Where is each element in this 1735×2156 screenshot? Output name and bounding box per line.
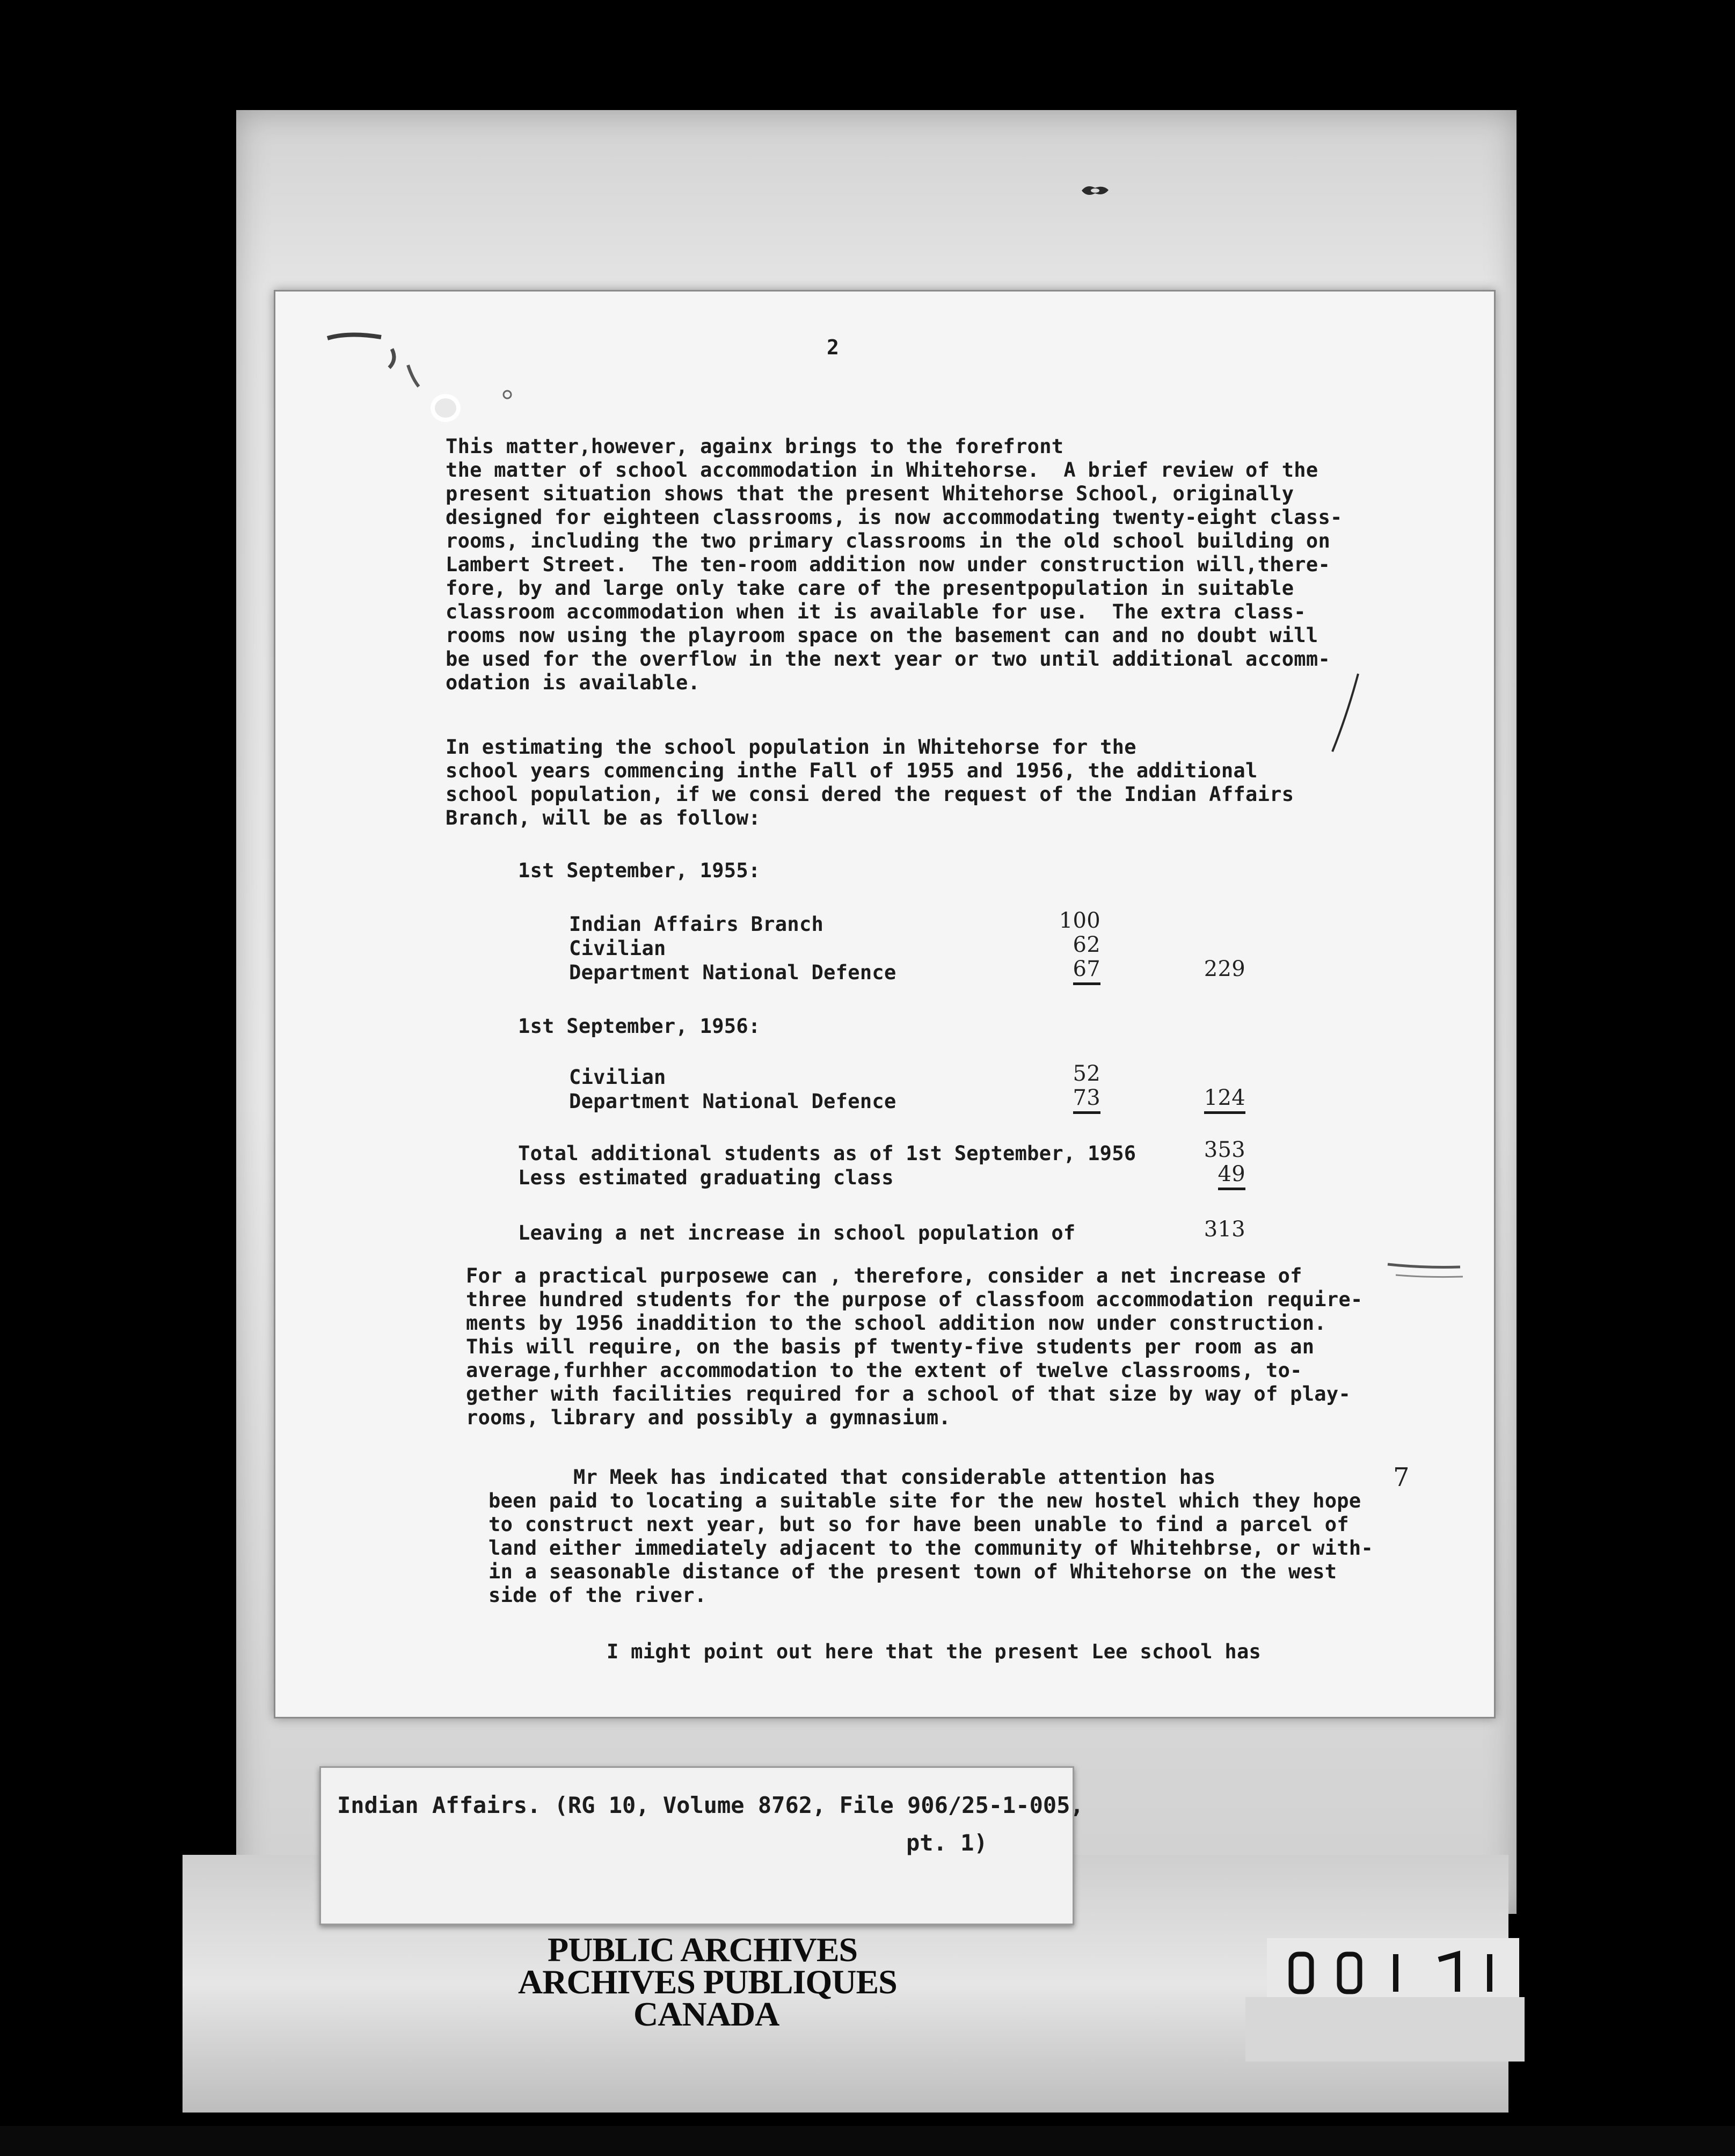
handwritten-stroke bbox=[1326, 671, 1369, 757]
underlined-value: 67 bbox=[1073, 957, 1101, 985]
underlined-value: 124 bbox=[1204, 1086, 1245, 1114]
paragraph-4: Mr Meek has indicated that considerable attention has been paid to locating a suitable site for the new hostel which they hope to construct next year, but so for have been unable to find a parcel of land either immediately adjacent to the community of Whitehbrse, or with- in a seasonable distance of the present town of Whitehorse on the west side of the river. bbox=[489, 1466, 1374, 1607]
archive-stamp-line-1: PUBLIC ARCHIVES bbox=[548, 1931, 858, 1969]
underlined-value: 73 bbox=[1073, 1086, 1101, 1114]
summary-label: Leaving a net increase in school population of bbox=[518, 1221, 1076, 1244]
reference-label bbox=[319, 1766, 1084, 1925]
heading-sept-1956: 1st September, 1956: bbox=[518, 1015, 761, 1038]
handwritten-dash bbox=[1385, 1256, 1466, 1283]
row-label: Civilian bbox=[569, 1066, 666, 1089]
summary-value: 313 bbox=[1204, 1217, 1245, 1242]
row-label: Civilian bbox=[569, 937, 666, 960]
subtotal-1955: 229 bbox=[1204, 957, 1245, 981]
archive-stamp-line-3: CANADA bbox=[633, 1995, 779, 2033]
row-value: 62 bbox=[1073, 933, 1100, 957]
summary-label: Less estimated graduating class bbox=[518, 1166, 894, 1189]
row-label: Department National Defence bbox=[569, 961, 896, 984]
row-label: Department National Defence bbox=[569, 1090, 896, 1113]
summary-value bbox=[1181, 1162, 1245, 1186]
reference-line-1: Indian Affairs. (RG 10, Volume 8762, File 906/25-1-005, bbox=[337, 1792, 1084, 1818]
archive-stamp-line-2: ARCHIVES PUBLIQUES bbox=[518, 1963, 897, 2001]
frame-counter-digits bbox=[1280, 1946, 1517, 2000]
subtotal-1956 bbox=[1181, 1086, 1245, 1110]
row-label: Indian Affairs Branch bbox=[569, 913, 824, 936]
reference-line-2: pt. 1) bbox=[906, 1830, 988, 1856]
summary-label: Total additional students as of 1st September, 1956 bbox=[518, 1142, 1136, 1165]
paragraph-2: In estimating the school population in Whitehorse for the school years commencing inthe Fall of 1955 and 1956, the additional school population, if we consi dered the request of the Indian Affairs Branch, will be as follow: bbox=[446, 735, 1294, 829]
heading-sept-1955: 1st September, 1955: bbox=[518, 859, 761, 882]
margin-annotation: 7 bbox=[1393, 1462, 1410, 1492]
page-smudge-marks bbox=[317, 327, 521, 435]
row-value bbox=[1036, 957, 1100, 981]
row-value bbox=[1036, 1086, 1100, 1110]
frame-counter-base bbox=[1245, 1997, 1525, 2062]
paragraph-1: This matter,however, againx brings to the forefront the matter of school accommodation in Whitehorse. A brief review of the present situation shows that the present Whitehorse School, originally designed for eighteen classrooms, is now accommodating twenty-eight class- rooms, including the two primary classrooms in the old school building on Lambert Street. The ten-room addition now under construction will,there- fore, by and large only take care of the presentpopulation in suitable classroom accommodation when it is available for use. The extra class- rooms now using the playroom space on the basement can and no doubt will be used for the overflow in the next year or two until additional accomm- odation is available. bbox=[446, 435, 1343, 694]
underlined-value: 49 bbox=[1218, 1162, 1246, 1190]
page-number: 2 bbox=[827, 336, 840, 359]
film-edge bbox=[0, 2126, 1735, 2156]
paragraph-3: For a practical purposewe can , therefore, consider a net increase of three hundred students for the purpose of classfoom accommodation require- ments by 1956 inaddition to the school addition now under construction. This will require, on the basis pf twenty-five students per room as an average,furhher accommodation to the extent of twelve classrooms, to- gether with facilities required for a school of that size by way of play- rooms, library and possibly a gymnasium. bbox=[466, 1264, 1363, 1429]
paragraph-5: I might point out here that the present Lee school has bbox=[607, 1640, 1262, 1663]
row-value: 100 bbox=[1059, 908, 1100, 933]
summary-value: 353 bbox=[1204, 1138, 1245, 1162]
ink-blot-mark bbox=[1079, 183, 1111, 199]
row-value: 52 bbox=[1073, 1061, 1100, 1086]
